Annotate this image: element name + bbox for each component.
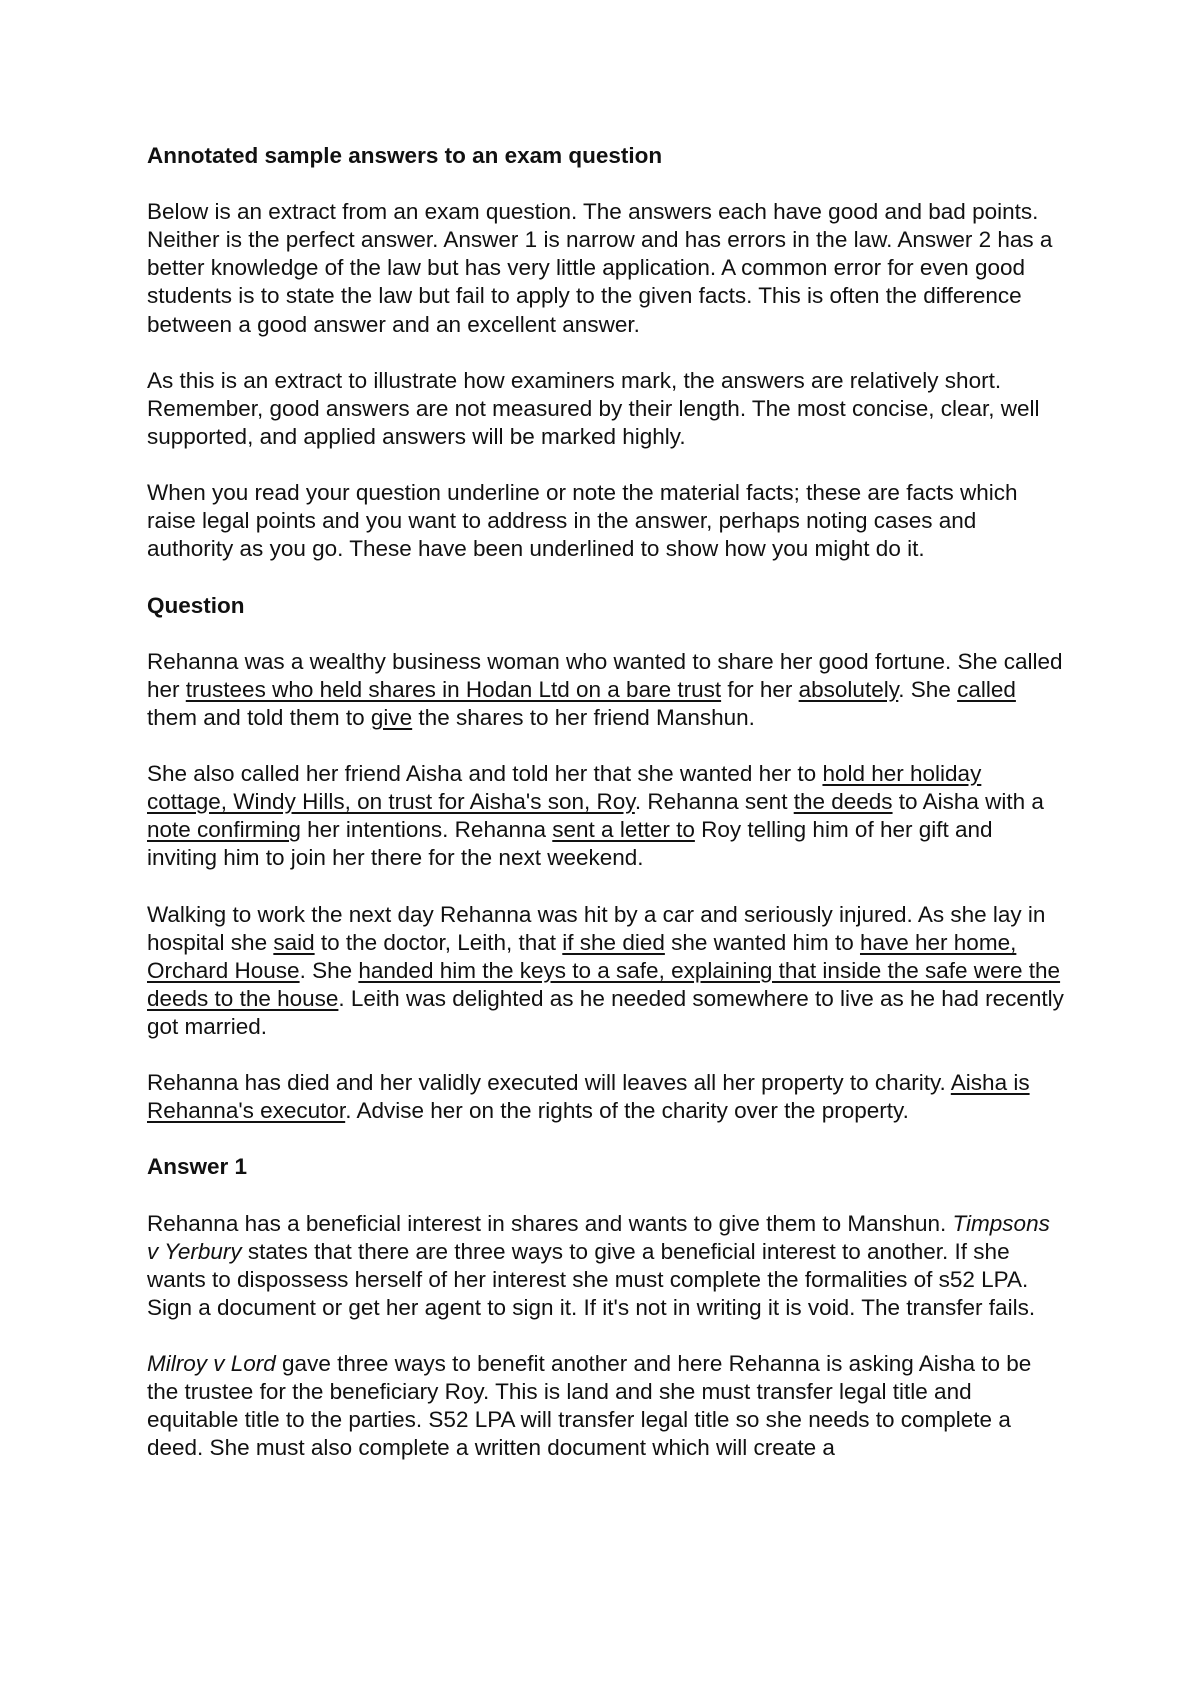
text-run: the shares to her friend Manshun.: [412, 704, 755, 730]
text-run: for her: [721, 676, 799, 702]
underlined-fact: handed him the keys to a safe, explaining that inside the safe were the deeds to the house: [147, 957, 1061, 1011]
underlined-fact: absolutely: [798, 676, 899, 702]
text-run: Walking to work the next day Rehanna was hit by a car and seriously injured. As she lay in hospital she: [147, 901, 1046, 955]
underlined-fact: give: [370, 704, 413, 730]
question-paragraph-2: [147, 760, 1067, 872]
text-run: . She: [299, 957, 359, 983]
case-name: Timpsons v Yerbury: [147, 1210, 1050, 1264]
intro-paragraph-1: Below is an extract from an exam question. The answers each have good and bad points. Neither is the perfect answer. Answer 1 is narrow and has errors in the law. Answer 2 has a better knowledge of the law but has very little application. A common error for even good students is to state the law but fail to apply to the given facts. This is often the difference between a good answer and an excellent answer.: [147, 199, 1053, 337]
text-run: her intentions. Rehanna: [300, 817, 553, 843]
text-run: . Rehanna sent: [634, 789, 794, 815]
text-run: Roy telling him of her gift and inviting him to join her there for the next weekend.: [147, 817, 993, 871]
document-title: Annotated sample answers to an exam question: [147, 143, 663, 168]
question-heading: Question: [147, 592, 245, 618]
question-paragraph-1: [147, 648, 1067, 732]
text-run: Rehanna has died and her validly executed will leaves all her property to charity.: [147, 1070, 951, 1096]
underlined-fact: Aisha is Rehanna's executor: [147, 1070, 1030, 1124]
answer-1-paragraph-2: [147, 1350, 1067, 1462]
text-run: them and told them to: [147, 704, 371, 730]
text-run: . She: [898, 676, 958, 702]
text-run: Rehanna was a wealthy business woman who wanted to share her good fortune. She called her: [147, 648, 1063, 702]
text-run: . Advise her on the rights of the charity over the property.: [345, 1098, 909, 1124]
question-paragraph-4: [147, 1069, 1067, 1125]
underlined-fact: sent a letter to: [552, 817, 695, 843]
text-run: She also called her friend Aisha and told her that she wanted her to: [147, 761, 823, 787]
underlined-fact: said: [273, 929, 315, 955]
intro-paragraph-2: As this is an extract to illustrate how examiners mark, the answers are relatively short. Remember, good answers are not measured by their length. The most concise, clear, well supported, and applied answers will be marked highly.: [147, 367, 1040, 449]
text-run: to Aisha with a: [892, 789, 1044, 815]
document-page: [147, 142, 1067, 1491]
text-run: Rehanna has a beneficial interest in shares and wants to give them to Manshun.: [147, 1210, 953, 1236]
text-run: states that there are three ways to give a beneficial interest to another. If she wants to dispossess herself of her interest she must complete the formalities of s52 LPA. Sign a document or get her agent to sign it. If it's not in writing it is void. The transfer fails.: [147, 1238, 1036, 1320]
underlined-fact: hold her holiday cottage, Windy Hills, on trust for Aisha's son, Roy: [147, 761, 982, 815]
case-name: Milroy v Lord: [147, 1351, 276, 1377]
text-run: . Leith was delighted as he needed somewhere to live as he had recently got married.: [147, 985, 1064, 1039]
underlined-fact: trustees who held shares in Hodan Ltd on a bare trust: [185, 676, 722, 702]
answer-1-paragraph-1: [147, 1210, 1067, 1322]
text-run: she wanted him to: [664, 929, 860, 955]
text-run: gave three ways to benefit another and here Rehanna is asking Aisha to be the trustee for the beneficiary Roy. This is land and she must transfer legal title and equitable title to the parties. S52 LPA will transfer legal title so she needs to complete a deed. She must also complete a written document which will create a: [147, 1351, 1032, 1461]
underlined-fact: if she died: [562, 929, 665, 955]
underlined-fact: note confirming: [147, 817, 301, 843]
underlined-fact: have her home, Orchard House: [147, 929, 1017, 983]
underlined-fact: called: [957, 676, 1016, 702]
question-paragraph-3: [147, 901, 1067, 1041]
intro-paragraph-3: When you read your question underline or note the material facts; these are facts which raise legal points and you want to address in the answer, perhaps noting cases and authority as you go. These have been underlined to show how you might do it.: [147, 480, 1018, 562]
text-run: to the doctor, Leith, that: [314, 929, 563, 955]
answer-1-heading: Answer 1: [147, 1154, 248, 1180]
underlined-fact: the deeds: [793, 789, 893, 815]
